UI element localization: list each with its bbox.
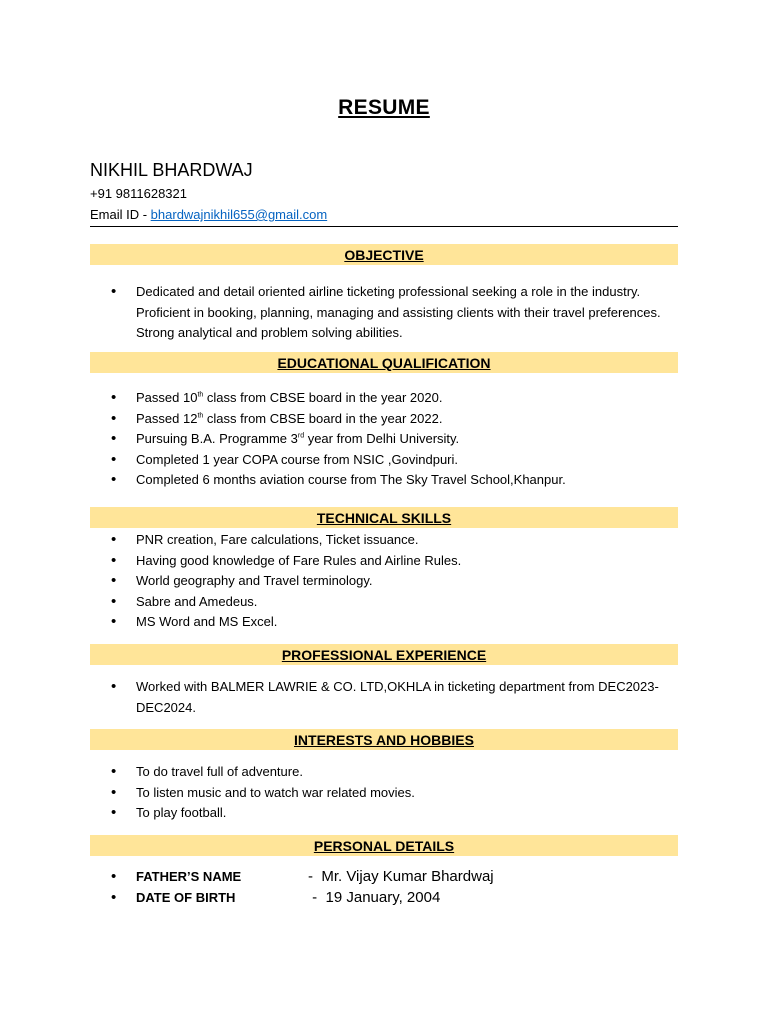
header-divider xyxy=(90,226,678,227)
phone-number: +91 9811628321 xyxy=(90,186,187,201)
dob-value: - 19 January, 2004 xyxy=(308,888,441,906)
personal-list xyxy=(90,867,680,908)
skills-heading-text: TECHNICAL SKILLS xyxy=(316,510,452,526)
skill-item: • World geography and Travel terminology. xyxy=(90,571,680,592)
hobbies-heading-text: INTERESTS AND HOBBIES xyxy=(294,732,474,748)
skill-item: • MS Word and MS Excel. xyxy=(90,612,680,633)
education-item: • Completed 1 year COPA course from NSIC ,Govindpuri. xyxy=(90,450,680,471)
education-heading-text: EDUCATIONAL QUALIFICATION xyxy=(277,355,491,371)
dob-label: DATE OF BIRTH xyxy=(136,889,236,905)
skill-item: • Sabre and Amedeus. xyxy=(90,592,680,613)
experience-heading xyxy=(90,644,678,665)
hobby-item: • To play football. xyxy=(90,803,680,824)
father-name-label: FATHER’S NAME xyxy=(136,869,242,884)
education-list xyxy=(90,388,680,491)
objective-heading-text: OBJECTIVE xyxy=(344,247,424,263)
education-item: • Passed 10th class from CBSE board in the year 2020. xyxy=(90,388,680,409)
personal-detail-father xyxy=(90,867,680,888)
hobby-item: • To do travel full of adventure. xyxy=(90,762,680,783)
personal-heading xyxy=(90,835,678,856)
email-label: Email ID - xyxy=(90,207,151,222)
experience-heading-text: PROFESSIONAL EXPERIENCE xyxy=(281,647,487,663)
experience-item: • Worked with BALMER LAWRIE & CO. LTD,OKHLA in ticketing department from DEC2023-DEC2024. xyxy=(90,677,680,718)
personal-heading-text: PERSONAL DETAILS xyxy=(313,838,455,854)
father-name-value: - Mr. Vijay Kumar Bhardwaj xyxy=(308,868,494,885)
email-link[interactable]: bhardwajnikhil655@gmail.com xyxy=(150,207,328,222)
candidate-name: NIKHIL BHARDWAJ xyxy=(90,160,253,180)
education-heading xyxy=(90,352,678,373)
personal-detail-dob xyxy=(90,888,680,909)
objective-heading xyxy=(90,244,678,265)
education-item: • Completed 6 months aviation course from The Sky Travel School,Khanpur. xyxy=(90,470,680,491)
skill-item: • PNR creation, Fare calculations, Ticket issuance. xyxy=(90,530,680,551)
skills-list xyxy=(90,530,680,633)
page-title: RESUME xyxy=(338,96,430,119)
hobbies-list xyxy=(90,762,680,824)
objective-list xyxy=(90,282,680,344)
education-item: • Pursuing B.A. Programme 3rd year from Delhi University. xyxy=(90,429,680,450)
education-item: • Passed 12th class from CBSE board in the year 2022. xyxy=(90,409,680,430)
objective-text: • Dedicated and detail oriented airline ticketing professional seeking a role in the industry. Proficient in booking, planning, managing and assisting clients with their travel preferences. Strong analytical and problem solving abilities. xyxy=(90,282,680,344)
skill-item: • Having good knowledge of Fare Rules and Airline Rules. xyxy=(90,551,680,572)
email-line xyxy=(90,207,327,222)
experience-list xyxy=(90,677,680,718)
hobbies-heading xyxy=(90,729,678,750)
hobby-item: • To listen music and to watch war related movies. xyxy=(90,783,680,804)
skills-heading xyxy=(90,507,678,528)
